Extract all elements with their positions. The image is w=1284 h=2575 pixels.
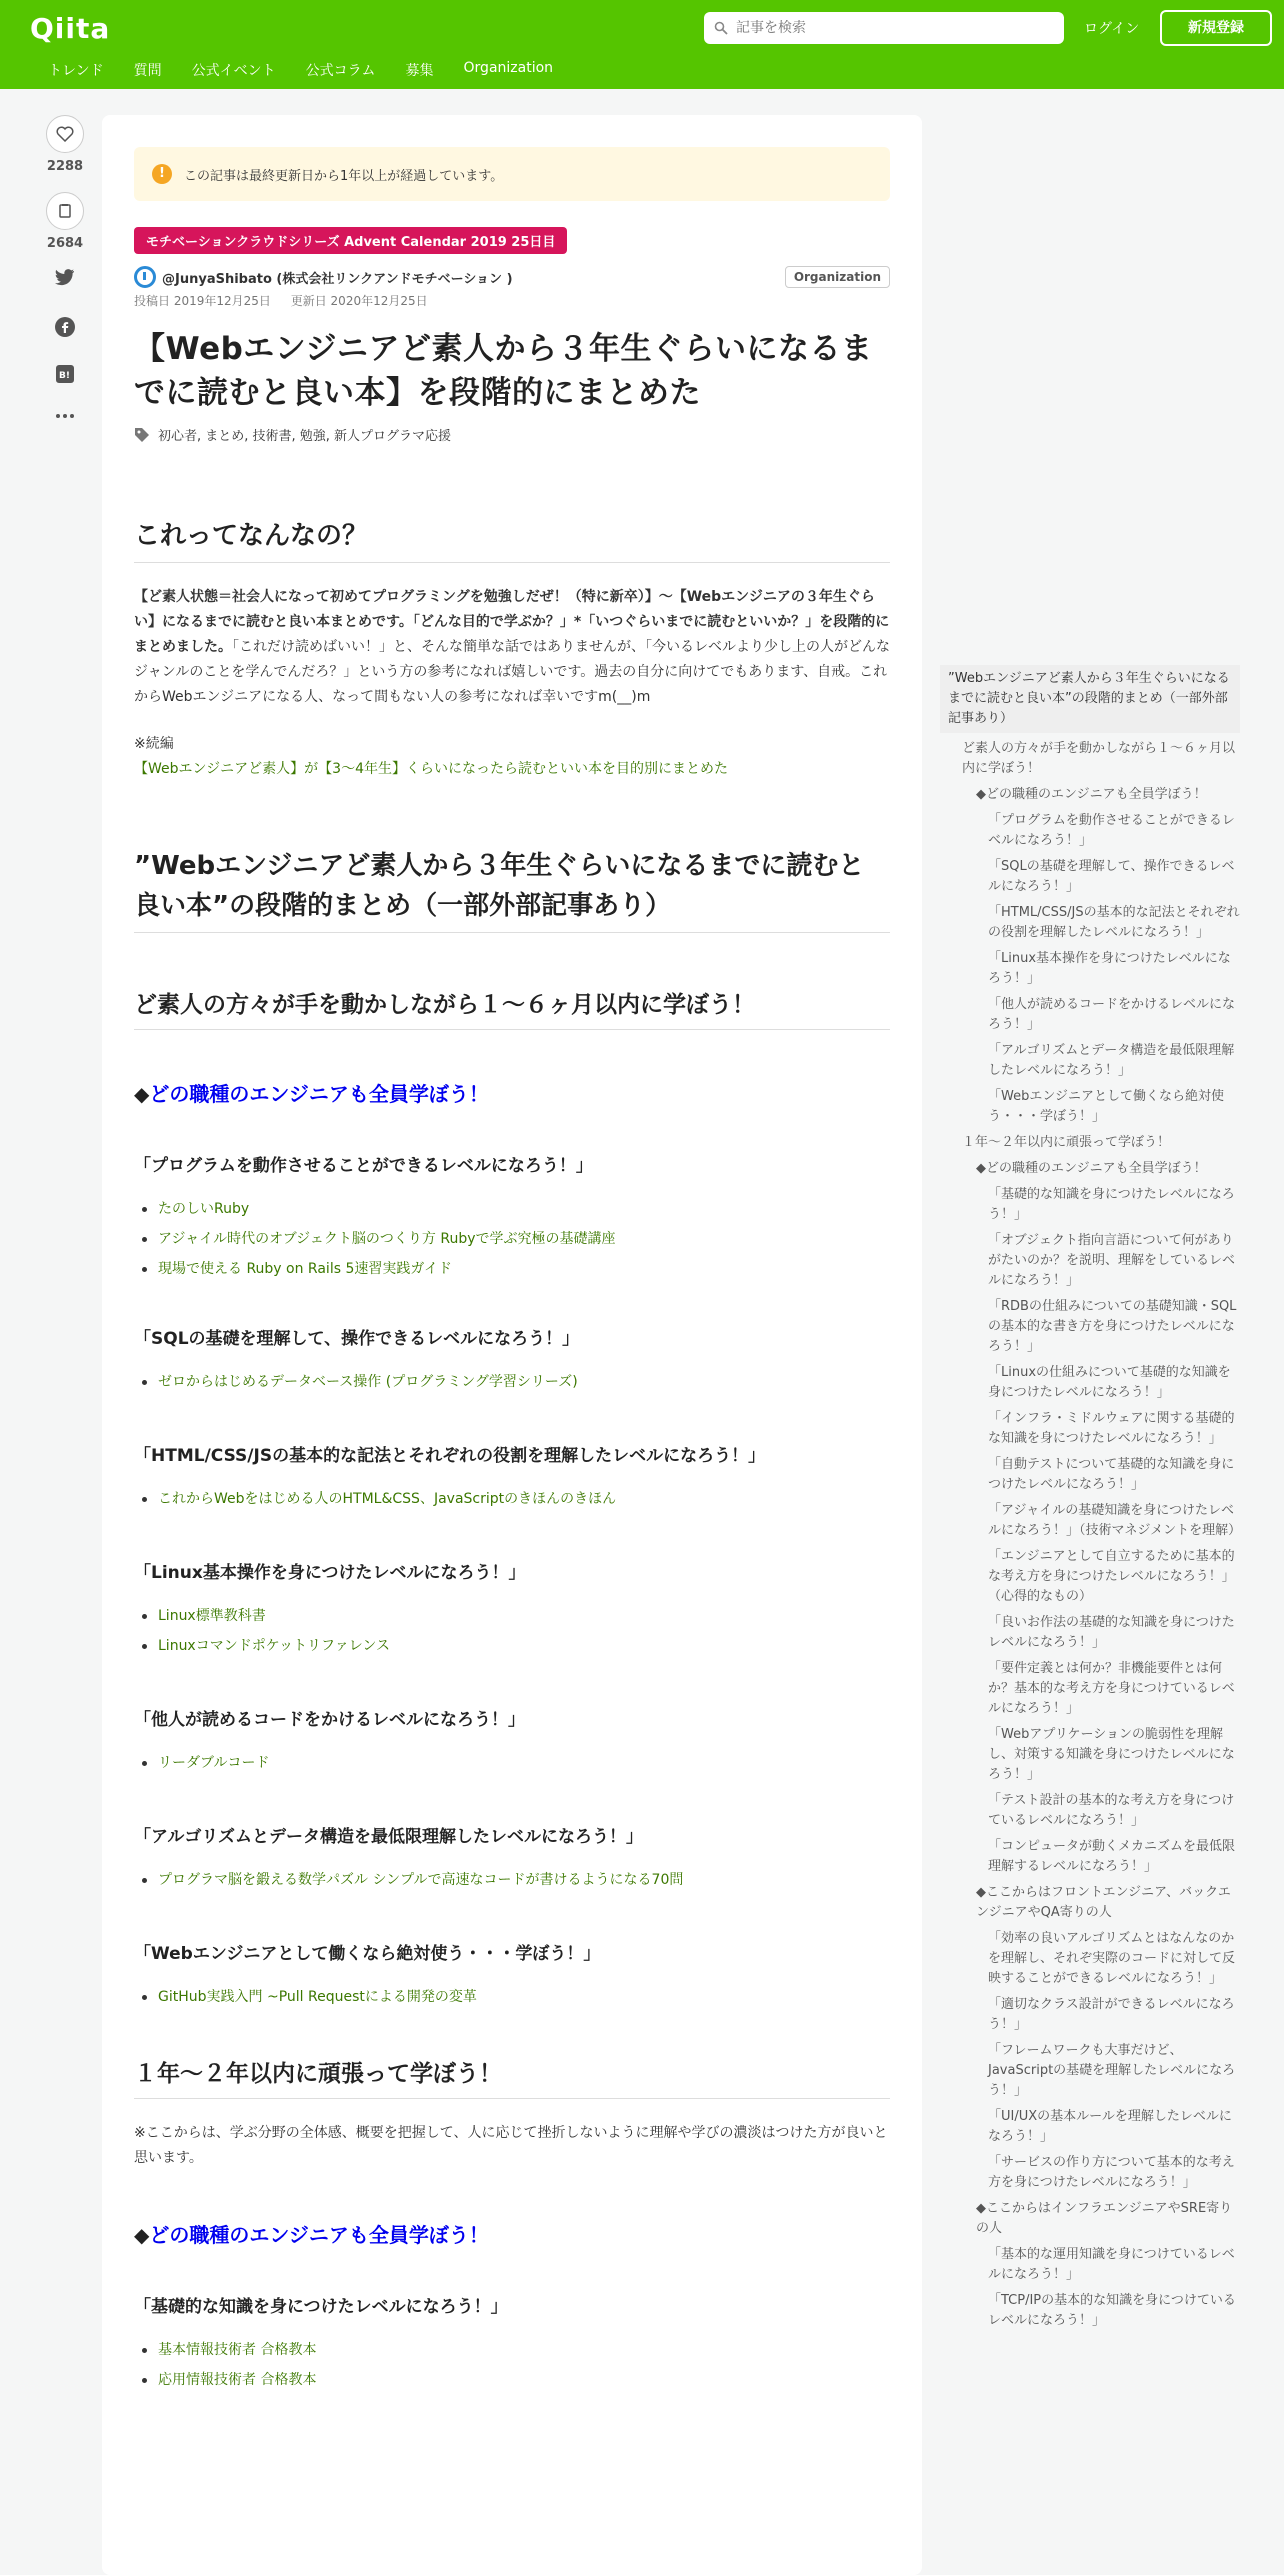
toc-item[interactable]: 「TCP/IPの基本的な知識を身につけているレベルになろう！」 (988, 2293, 1236, 2328)
author-row (134, 266, 890, 288)
toc-item[interactable]: ◆ここからはフロントエンジニア、バックエンジニアやQA寄りの人 (976, 1885, 1231, 1920)
global-header (0, 0, 1284, 89)
warning-icon: ! (152, 164, 172, 184)
diamond-mark: ◆ (134, 1082, 150, 1106)
heading-all-engineers-1-text[interactable]: どの職種のエンジニアも全員学ぼう！ (149, 1082, 489, 1106)
toc-item[interactable]: ◆どの職種のエンジニアも全員学ぼう！ (976, 787, 1207, 802)
toc-item[interactable]: 「自動テストについて基礎的な知識を身につけたレベルになろう！」 (988, 1457, 1235, 1492)
toc-item[interactable]: 「コンピュータが動くメカニズムを最低限理解するレベルになろう！」 (988, 1839, 1236, 1874)
intro-paragraph (134, 585, 890, 710)
tag-icon (134, 427, 150, 443)
heading-sec1: 「プログラムを動作させることができるレベルになろう！」 (134, 1156, 593, 1176)
book-link[interactable]: プログラマ脳を鍛える数学パズル シンプルで高速なコードが書けるようになる70問 (134, 1865, 890, 1895)
toc-item[interactable]: ど素人の方々が手を動かしながら１〜６ヶ月以内に学ぼう！ (962, 741, 1236, 776)
toc-item[interactable]: 「エンジニアとして自立するために基本的な考え方を身につけたレベルになろう！」（心得的なもの） (988, 1549, 1235, 1604)
article-actions (40, 115, 90, 461)
heading-sec6: 「アルゴリズムとデータ構造を最低限理解したレベルになろう！」 (134, 1827, 643, 1847)
search-input[interactable] (736, 20, 1036, 36)
nav-questions[interactable]: 質問 (133, 63, 162, 79)
toc-item[interactable]: 「アジャイルの基礎知識を身につけたレベルになろう！」（技術マネジメントを理解） (988, 1503, 1242, 1538)
book-link[interactable]: 現場で使える Ruby on Rails 5速習実践ガイド (134, 1254, 890, 1284)
toc-item[interactable]: １年〜２年以内に頑張って学ぼう！ (962, 1135, 1171, 1150)
stock-count: 2684 (46, 236, 84, 251)
toc-item[interactable]: 「フレームワークも大事だけど、JavaScriptの基礎を理解したレベルになろう！」 (988, 2043, 1236, 2098)
toc-item[interactable]: 「Webアプリケーションの脆弱性を理解し、対策する知識を身につけたレベルになろう！」 (988, 1727, 1235, 1782)
toc-item[interactable]: 「効率の良いアルゴリズムとはなんなのかを理解し、それぞ実際のコードに対して反映することができるレベルになろう！」 (988, 1931, 1236, 1986)
diamond-mark: ◆ (134, 2223, 150, 2247)
toc-item[interactable]: 「オブジェクト指向言語について何がありがたいのか？を説明、理解をしているレベルになろう！」 (988, 1233, 1236, 1288)
book-link[interactable]: これからWebをはじめる人のHTML&CSS、JavaScriptのきほんのきほん (134, 1484, 890, 1514)
advent-calendar-badge[interactable]: モチベーションクラウドシリーズ Advent Calendar 2019 25日目 (134, 227, 567, 254)
book-list-sec7 (134, 1982, 890, 2012)
login-link[interactable]: ログイン (1084, 21, 1140, 37)
sequel-label: ※続編 (134, 736, 174, 752)
book-link[interactable]: たのしいRuby (134, 1194, 890, 1224)
toc-item[interactable]: 「適切なクラス設計ができるレベルになろう！」 (988, 1997, 1235, 2032)
heading-sec5: 「他人が読めるコードをかけるレベルになろう！」 (134, 1710, 525, 1730)
toc-item[interactable]: ”Webエンジニアど素人から３年生ぐらいになるまでに読むと良い本”の段階的まとめ（一部外部記事あり） (940, 665, 1240, 733)
heading-main: ”Webエンジニアど素人から３年生ぐらいになるまでに読むと良い本”の段階的まとめ（一部外部記事あり） (134, 846, 890, 933)
book-link[interactable]: Linuxコマンドポケットリファレンス (134, 1631, 890, 1661)
nav-official-events[interactable]: 公式イベント (191, 63, 276, 79)
search-box[interactable] (704, 12, 1064, 44)
heading-sec4: 「Linux基本操作を身につけたレベルになろう！」 (134, 1563, 526, 1583)
global-nav (48, 60, 583, 80)
book-list-sec1 (134, 1194, 890, 1284)
toc-item[interactable]: 「UI/UXの基本ルールを理解したレベルになろう！」 (988, 2109, 1232, 2144)
toc-item[interactable]: 「サービスの作り方について基本的な考え方を身につけたレベルになろう！」 (988, 2155, 1235, 2190)
toc-item[interactable]: 「Linux基本操作を身につけたレベルになろう！」 (988, 951, 1231, 986)
heading-all-engineers-1 (134, 1078, 890, 1107)
heart-icon (56, 126, 74, 142)
toc-item[interactable]: 「基礎的な知識を身につけたレベルになろう！」 (988, 1187, 1235, 1222)
toc-item[interactable]: 「Linuxの仕組みについて基礎的な知識を身につけたレベルになろう！」 (988, 1365, 1231, 1400)
heading-sec2: 「SQLの基礎を理解して、操作できるレベルになろう！」 (134, 1329, 580, 1349)
article-title: 【Webエンジニアど素人から３年生ぐらいになるまでに読むと良い本】を段階的にまとめた (134, 331, 873, 411)
share-facebook[interactable] (40, 317, 90, 337)
article-body (102, 115, 922, 2575)
toc-item[interactable]: ◆ここからはインフラエンジニアやSRE寄りの人 (976, 2201, 1233, 2236)
toc-item[interactable]: 「プログラムを動作させることができるレベルになろう！」 (988, 813, 1235, 848)
facebook-icon (55, 317, 75, 337)
toc-item[interactable]: 「基本的な運用知識を身につけているレベルになろう！」 (988, 2247, 1235, 2282)
book-link[interactable]: 応用情報技術者 合格教本 (134, 2365, 890, 2395)
nav-trend[interactable]: トレンド (48, 63, 104, 79)
toc-item[interactable]: 「SQLの基礎を理解して、操作できるレベルになろう！」 (988, 859, 1235, 894)
book-list-sec5 (134, 1748, 890, 1778)
more-actions[interactable] (40, 413, 90, 433)
table-of-contents (940, 665, 1240, 2337)
heading-intro: これってなんなの？ (134, 516, 890, 563)
author-avatar[interactable] (134, 266, 156, 288)
share-hatena[interactable] (40, 365, 90, 385)
book-link[interactable]: アジャイル時代のオブジェクト脳のつくり方 Rubyで学ぶ究極の基礎講座 (134, 1224, 890, 1254)
nav-recruit[interactable]: 募集 (405, 63, 434, 79)
book-list-sec2 (134, 1367, 890, 1397)
book-list-sec6 (134, 1865, 890, 1895)
signup-button[interactable]: 新規登録 (1160, 10, 1272, 46)
stage2-note: ※ここからは、学ぶ分野の全体感、概要を把握して、人に応じて挫折しないように理解や学びの濃淡はつけた方が良いと思います。 (134, 2125, 888, 2166)
outdated-notice (134, 147, 890, 201)
heading-sec7: 「Webエンジニアとして働くなら絶対使う・・・学ぼう！」 (134, 1944, 601, 1964)
posted-date: 投稿日 2019年12月25日 (134, 294, 271, 308)
search-icon (714, 21, 728, 35)
author-name[interactable]: @JunyaShibato (株式会社リンクアンドモチベーション ) (162, 271, 513, 287)
share-twitter[interactable] (40, 269, 90, 289)
book-list-sec8 (134, 2335, 890, 2395)
heading-all-engineers-2 (134, 2219, 890, 2248)
heading-sec8: 「基礎的な知識を身につけたレベルになろう！」 (134, 2297, 508, 2317)
toc-item[interactable]: ◆どの職種のエンジニアも全員学ぼう！ (976, 1161, 1207, 1176)
qiita-logo[interactable]: Qiita (30, 12, 111, 45)
book-link[interactable]: ゼロからはじめるデータベース操作 (プログラミング学習シリーズ) (134, 1367, 890, 1397)
toc-item[interactable]: 「RDBの仕組みについての基礎知識・SQLの基本的な書き方を身につけたレベルになろう！」 (988, 1299, 1237, 1354)
like-count: 2288 (46, 159, 84, 174)
book-list-sec4 (134, 1601, 890, 1661)
toc-item[interactable]: 「インフラ・ミドルウェアに関する基礎的な知識を身につけたレベルになろう！」 (988, 1411, 1235, 1446)
sequel-link[interactable]: 【Webエンジニアど素人】が【3〜4年生】くらいになったら読むといい本を目的別にまとめた (134, 761, 728, 777)
heading-sec3: 「HTML/CSS/JSの基本的な記法とそれぞれの役割を理解したレベルになろう！」 (134, 1446, 766, 1466)
heading-stage1: ど素人の方々が手を動かしながら１〜６ヶ月以内に学ぼう！ (134, 987, 890, 1030)
twitter-icon (55, 269, 75, 286)
updated-date: 更新日 2020年12月25日 (290, 294, 428, 308)
stock-button[interactable] (46, 192, 84, 230)
tag-list (134, 425, 890, 444)
book-link[interactable]: GitHub実践入門 ~Pull Requestによる開発の変革 (134, 1982, 890, 2012)
toc-item[interactable]: 「良いお作法の基礎的な知識を身につけたレベルになろう！」 (988, 1615, 1235, 1650)
toc-item[interactable]: 「Webエンジニアとして働くなら絶対使う・・・学ぼう！」 (988, 1089, 1225, 1124)
toc-item[interactable]: 「テスト設計の基本的な考え方を身につけているレベルになろう！」 (988, 1793, 1235, 1828)
heading-stage2: １年〜２年以内に頑張って学ぼう！ (134, 2056, 890, 2099)
notice-text: この記事は最終更新日から1年以上が経過しています。 (184, 168, 504, 184)
ellipsis-icon (55, 413, 75, 419)
heading-all-engineers-2-text[interactable]: どの職種のエンジニアも全員学ぼう！ (149, 2223, 489, 2247)
intro-bold: 【ど素人状態＝社会人になって初めてプログラミングを勉強しだぜ！（特に新卒）】〜【Webエンジニアの３年生ぐらい】になるまでに読むと良い本まとめです。「どんな目的で学ぶか？」*「いつぐらいまでに読むといいか？」を段階的にまとめました。 (134, 589, 890, 655)
nav-official-columns[interactable]: 公式コラム (305, 63, 376, 79)
organization-badge[interactable]: Organization (785, 266, 890, 288)
book-list-sec3 (134, 1484, 890, 1514)
svg-text:B!: B! (59, 371, 70, 381)
book-link[interactable]: Linux標準教科書 (134, 1601, 890, 1631)
stock-icon (58, 203, 72, 219)
nav-organization[interactable]: Organization (463, 60, 554, 76)
like-button[interactable] (46, 115, 84, 153)
toc-item[interactable]: 「HTML/CSS/JSの基本的な記法とそれぞれの役割を理解したレベルになろう！」 (988, 905, 1240, 940)
tags-text[interactable]: 初心者, まとめ, 技術書, 勉強, 新人プログラマ応援 (158, 429, 452, 444)
book-link[interactable]: リーダブルコード (134, 1748, 890, 1778)
toc-item[interactable]: 「アルゴリズムとデータ構造を最低限理解したレベルになろう！」 (988, 1043, 1235, 1078)
toc-item[interactable]: 「他人が読めるコードをかけるレベルになろう！」 (988, 997, 1236, 1032)
book-link[interactable]: 基本情報技術者 合格教本 (134, 2335, 890, 2365)
intro-rest: 「これだけ読めばいい！」と、そんな簡単な話ではありませんが、「今いるレベルより少し上の人がどんなジャンルのことを学んでんだろ？」という方の参考になれば嬉しいです。過去の自分に向けてでもあります、自戒。これからWebエンジニアになる人、なって間もない人の参考になれば幸いですm(__)m (134, 639, 890, 705)
hatena-bookmark-icon (56, 365, 74, 383)
post-dates (134, 292, 890, 309)
toc-item[interactable]: 「要件定義とは何か？非機能要件とは何か？基本的な考え方を身につけているレベルになろう！」 (988, 1661, 1235, 1716)
